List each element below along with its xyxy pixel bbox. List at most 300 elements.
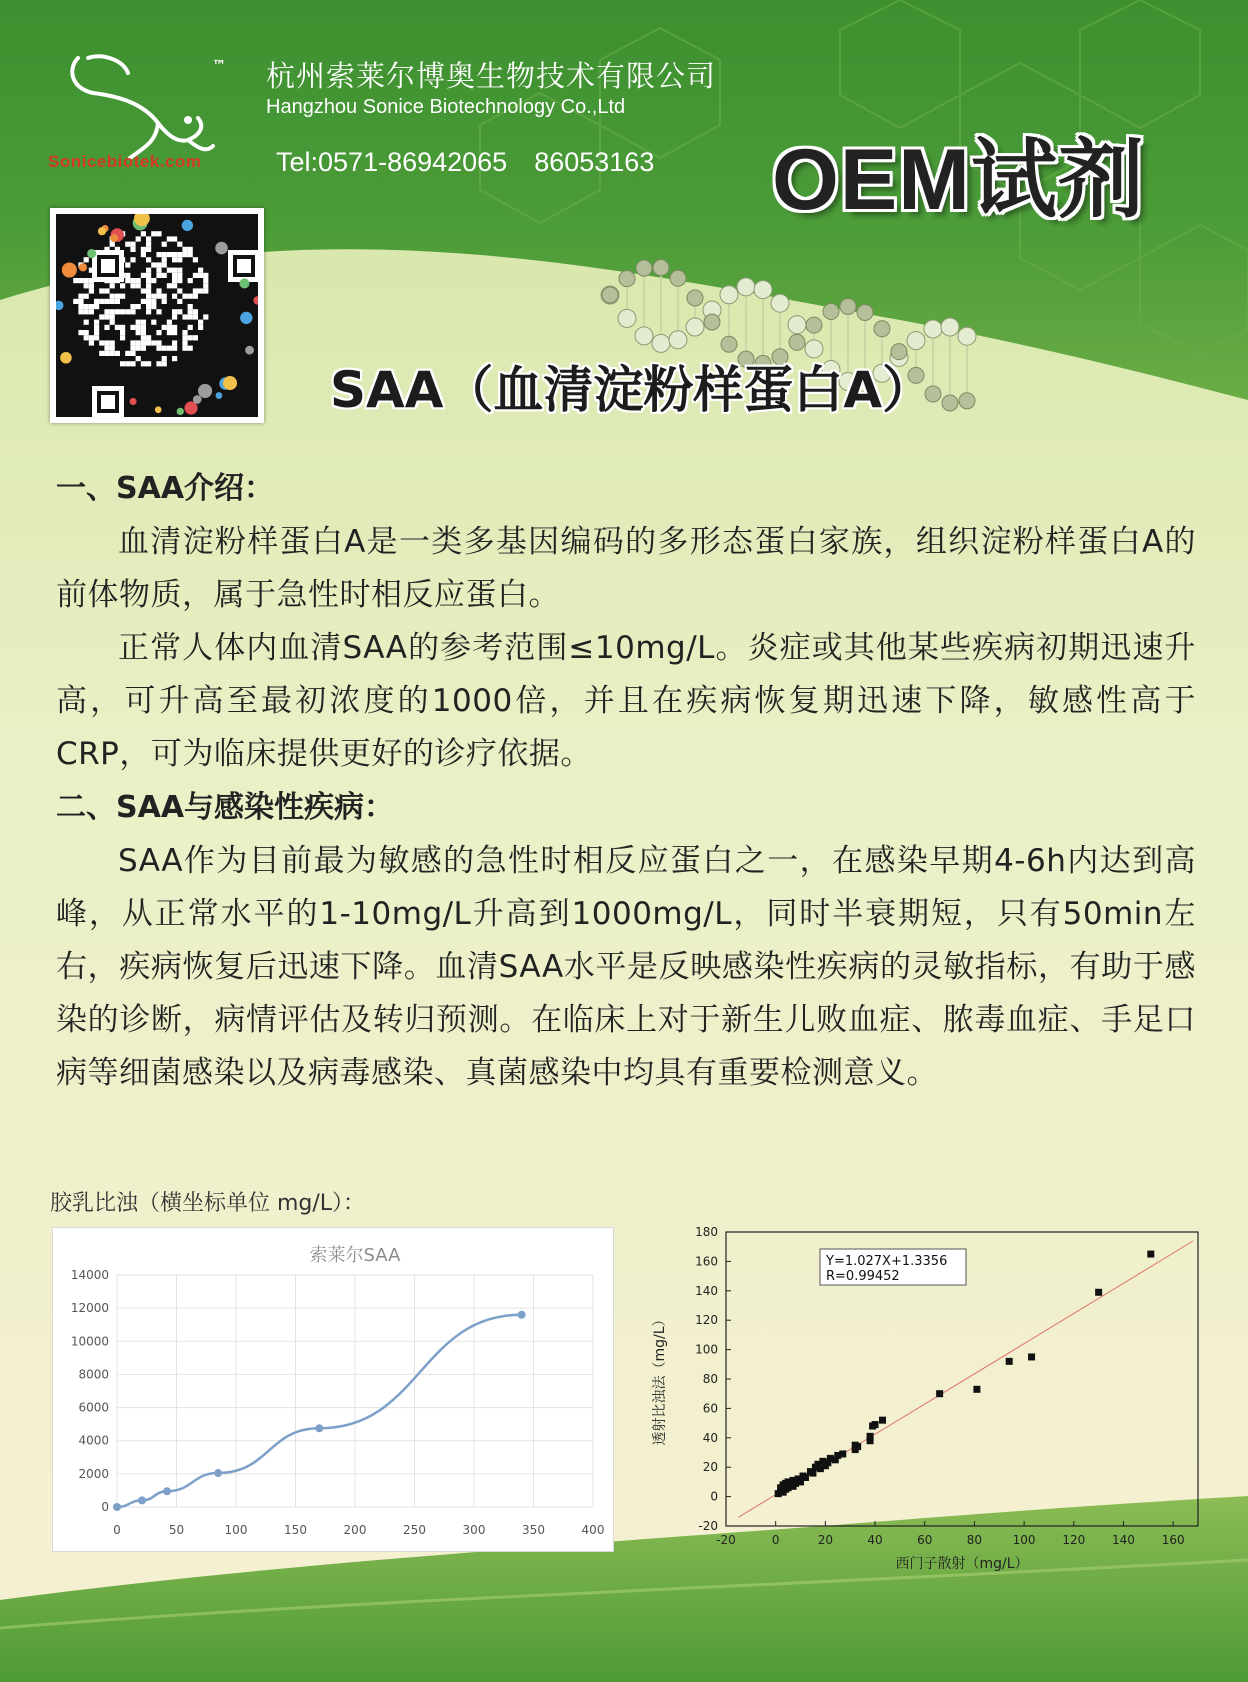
qr-dot — [240, 312, 252, 324]
qr-dot — [62, 262, 77, 277]
qr-module — [172, 283, 177, 288]
qr-module — [203, 288, 208, 293]
qr-module — [99, 288, 104, 293]
qr-module — [89, 304, 94, 309]
qr-dot — [60, 352, 72, 364]
y-tick-label: 140 — [695, 1283, 718, 1298]
y-tick-label: 10000 — [70, 1334, 109, 1349]
data-point — [1147, 1251, 1154, 1258]
qr-module — [94, 325, 99, 330]
qr-module — [84, 278, 89, 283]
paragraph: 正常人体内血清SAA的参考范围≤10mg/L。炎症或其他某些疾病初期迅速升高，可升高至最初浓度的1000倍，并且在疾病恢复期迅速下降，敏感性高于CRP，可为临床提供更好的诊疗依据。 — [56, 630, 1196, 772]
qr-module — [146, 340, 151, 345]
dna-bead — [737, 278, 755, 296]
x-tick-label: 20 — [817, 1533, 834, 1547]
x-tick-label: 0 — [113, 1523, 121, 1537]
qr-module — [182, 294, 187, 299]
x-tick-label: 400 — [581, 1523, 605, 1537]
qr-module — [188, 278, 193, 283]
x-tick-label: 0 — [771, 1533, 780, 1547]
data-point — [1006, 1358, 1013, 1365]
y-tick-label: 20 — [702, 1460, 718, 1475]
qr-module — [125, 361, 130, 366]
qr-module — [78, 304, 83, 309]
qr-module — [151, 340, 156, 345]
y-tick-label: 120 — [695, 1313, 718, 1328]
qr-module — [188, 314, 193, 319]
qr-module — [188, 294, 193, 299]
qr-finder — [101, 259, 115, 273]
section-heading: 二、SAA与感染性疾病： — [56, 790, 395, 825]
qr-module — [182, 330, 187, 335]
qr-module — [136, 236, 141, 241]
qr-module — [78, 278, 83, 283]
qr-module — [89, 309, 94, 314]
qr-module — [141, 231, 146, 236]
qr-module — [141, 325, 146, 330]
qr-module — [193, 314, 198, 319]
y-tick-label: 12000 — [70, 1301, 109, 1316]
qr-module — [130, 247, 135, 252]
qr-module — [188, 247, 193, 252]
qr-dot — [98, 227, 106, 235]
qr-module — [99, 314, 104, 319]
qr-module — [177, 273, 182, 278]
dna-bead — [788, 316, 806, 334]
qr-module — [182, 346, 187, 351]
qr-module — [167, 320, 172, 325]
company-name-cn: 杭州索莱尔博奥生物技术有限公司 — [266, 59, 717, 93]
qr-module — [136, 330, 141, 335]
scatter-chart-svg — [640, 1214, 1210, 1584]
qr-module — [193, 288, 198, 293]
qr-dot — [129, 398, 136, 405]
qr-module — [162, 242, 167, 247]
dna-bead — [687, 290, 703, 306]
data-point — [1028, 1353, 1035, 1360]
qr-module — [110, 242, 115, 247]
qr-code-icon — [56, 214, 258, 417]
qr-module — [120, 335, 125, 340]
qr-module — [198, 325, 203, 330]
qr-dot — [110, 234, 118, 242]
dna-bead — [958, 327, 976, 345]
qr-module — [203, 278, 208, 283]
qr-module — [177, 288, 182, 293]
qr-module — [167, 330, 172, 335]
qr-module — [156, 288, 161, 293]
qr-module — [151, 304, 156, 309]
qr-finder — [237, 259, 251, 273]
qr-module — [172, 325, 177, 330]
qr-module — [182, 314, 187, 319]
qr-module — [146, 283, 151, 288]
qr-module — [156, 340, 161, 345]
dna-bead — [857, 304, 873, 320]
qr-module — [110, 299, 115, 304]
qr-module — [156, 309, 161, 314]
qr-module — [146, 273, 151, 278]
x-axis-label: 西门子散射（mg/L） — [895, 1556, 1029, 1572]
qr-module — [156, 294, 161, 299]
qr-module — [94, 330, 99, 335]
qr-module — [167, 346, 172, 351]
data-point — [839, 1450, 846, 1457]
qr-module — [146, 257, 151, 262]
qr-module — [182, 252, 187, 257]
y-tick-label: 180 — [695, 1225, 718, 1239]
qr-module — [193, 257, 198, 262]
qr-module — [125, 278, 130, 283]
qr-module — [162, 356, 167, 361]
qr-module — [172, 268, 177, 273]
qr-module — [172, 257, 177, 262]
dna-bead — [619, 271, 635, 287]
qr-module — [130, 351, 135, 356]
dna-bead — [754, 281, 772, 299]
qr-module — [172, 278, 177, 283]
qr-module — [130, 242, 135, 247]
qr-module — [110, 309, 115, 314]
qr-module — [125, 309, 130, 314]
line-chart-svg — [53, 1228, 613, 1551]
x-tick-label: 250 — [403, 1523, 426, 1537]
dna-bead — [669, 331, 687, 349]
dna-bead — [618, 309, 636, 327]
x-tick-label: 160 — [1161, 1533, 1185, 1547]
qr-module — [162, 325, 167, 330]
qr-module — [110, 346, 115, 351]
qr-module — [167, 325, 172, 330]
qr-module — [141, 330, 146, 335]
qr-module — [156, 231, 161, 236]
qr-module — [193, 273, 198, 278]
qr-module — [151, 299, 156, 304]
qr-module — [177, 268, 182, 273]
qr-module — [177, 278, 182, 283]
chart-title: 索莱尔SAA — [309, 1245, 401, 1266]
qr-module — [94, 299, 99, 304]
qr-dot — [87, 249, 96, 258]
qr-module — [156, 252, 161, 257]
qr-module — [104, 314, 109, 319]
brand-url[interactable]: Sonicebiotek.com — [48, 152, 202, 171]
qr-module — [94, 320, 99, 325]
qr-module — [188, 304, 193, 309]
dna-bead — [704, 314, 720, 330]
data-point — [315, 1424, 323, 1432]
qr-module — [125, 351, 130, 356]
data-point — [518, 1311, 526, 1319]
qr-module — [136, 283, 141, 288]
qr-module — [110, 351, 115, 356]
qr-dot — [193, 395, 202, 404]
qr-module — [203, 314, 208, 319]
qr-module — [99, 299, 104, 304]
qr-module — [167, 268, 172, 273]
telephone: Tel:0571-86942065 86053163 — [276, 147, 655, 177]
x-tick-label: 150 — [284, 1523, 307, 1537]
qr-module — [172, 314, 177, 319]
oem-badge: OEM试剂 — [772, 132, 1145, 228]
qr-module — [130, 340, 135, 345]
qr-module — [172, 273, 177, 278]
qr-module — [141, 340, 146, 345]
y-tick-label: 0 — [710, 1489, 718, 1504]
qr-module — [198, 273, 203, 278]
qr-module — [146, 236, 151, 241]
qr-module — [156, 273, 161, 278]
qr-module — [172, 309, 177, 314]
qr-dot — [198, 384, 212, 398]
dna-bead — [941, 318, 959, 336]
qr-module — [146, 294, 151, 299]
qr-module — [146, 268, 151, 273]
qr-module — [125, 242, 130, 247]
qr-module — [120, 361, 125, 366]
qr-module — [156, 262, 161, 267]
y-tick-label: 160 — [695, 1254, 718, 1269]
qr-module — [89, 288, 94, 293]
qr-module — [104, 288, 109, 293]
page-title: SAA（血清淀粉样蛋白A） — [330, 361, 933, 419]
qr-dot — [79, 263, 87, 271]
trademark-symbol: ™ — [212, 58, 226, 74]
dna-bead — [653, 260, 669, 276]
qr-module — [172, 252, 177, 257]
qr-module — [146, 361, 151, 366]
y-tick-label: 2000 — [78, 1466, 109, 1481]
qr-module — [110, 320, 115, 325]
x-tick-label: 350 — [522, 1523, 545, 1537]
qr-module — [89, 340, 94, 345]
dna-bead — [602, 287, 618, 303]
qr-module — [172, 340, 177, 345]
qr-module — [188, 309, 193, 314]
qr-module — [110, 314, 115, 319]
qr-module — [130, 283, 135, 288]
section-intro — [56, 462, 1196, 1100]
dna-bead — [635, 327, 653, 345]
y-axis-label: 透射比浊法（mg/L） — [652, 1312, 668, 1446]
qr-module — [141, 335, 146, 340]
qr-module — [115, 325, 120, 330]
x-tick-label: 300 — [462, 1523, 486, 1537]
qr-module — [130, 304, 135, 309]
qr-module — [151, 294, 156, 299]
qr-module — [136, 325, 141, 330]
qr-module — [188, 335, 193, 340]
qr-module — [130, 278, 135, 283]
qr-module — [130, 309, 135, 314]
qr-module — [151, 278, 156, 283]
qr-module — [130, 346, 135, 351]
qr-module — [78, 294, 83, 299]
qr-module — [130, 361, 135, 366]
qr-module — [141, 346, 146, 351]
data-point — [163, 1487, 171, 1495]
data-point — [973, 1386, 980, 1393]
qr-module — [172, 330, 177, 335]
x-tick-label: 100 — [224, 1523, 248, 1537]
qr-module — [84, 294, 89, 299]
qr-module — [193, 309, 198, 314]
qr-module — [110, 340, 115, 345]
x-tick-label: 120 — [1062, 1533, 1086, 1547]
qr-module — [203, 273, 208, 278]
qr-module — [136, 346, 141, 351]
qr-module — [136, 320, 141, 325]
qr-module — [177, 257, 182, 262]
qr-module — [104, 325, 109, 330]
data-point — [214, 1469, 222, 1477]
dna-bead — [823, 304, 839, 320]
qr-module — [84, 304, 89, 309]
qr-module — [115, 299, 120, 304]
qr-module — [162, 299, 167, 304]
dna-bead — [806, 317, 822, 333]
x-tick-label: 40 — [867, 1533, 883, 1547]
qr-module — [141, 288, 146, 293]
series-line — [117, 1315, 522, 1507]
qr-module — [120, 294, 125, 299]
section-heading: 一、SAA介绍： — [56, 471, 275, 506]
qr-module — [78, 330, 83, 335]
qr-module — [172, 236, 177, 241]
qr-module — [151, 262, 156, 267]
y-tick-label: 4000 — [78, 1433, 109, 1448]
qr-module — [110, 283, 115, 288]
qr-module — [177, 252, 182, 257]
qr-module — [104, 309, 109, 314]
qr-module — [188, 325, 193, 330]
qr-module — [84, 335, 89, 340]
qr-module — [146, 247, 151, 252]
qr-module — [151, 231, 156, 236]
dna-bead — [771, 294, 789, 312]
qr-module — [104, 340, 109, 345]
y-tick-label: 0 — [101, 1500, 109, 1514]
dna-bead — [907, 332, 925, 350]
qr-module — [172, 294, 177, 299]
qr-module — [162, 252, 167, 257]
qr-module — [182, 335, 187, 340]
data-point — [113, 1503, 121, 1511]
dna-bead — [924, 320, 942, 338]
qr-module — [99, 340, 104, 345]
qr-module — [141, 320, 146, 325]
qr-module — [110, 294, 115, 299]
qr-module — [193, 335, 198, 340]
qr-module — [136, 278, 141, 283]
x-tick-label: 140 — [1112, 1533, 1135, 1547]
qr-module — [99, 351, 104, 356]
qr-dot — [239, 278, 249, 288]
qr-dot — [223, 376, 237, 390]
qr-dot — [245, 346, 254, 355]
qr-module — [84, 320, 89, 325]
qr-module — [130, 325, 135, 330]
qr-module — [104, 351, 109, 356]
qr-module — [136, 356, 141, 361]
dna-bead — [636, 260, 652, 276]
data-point — [936, 1390, 943, 1397]
data-point — [867, 1433, 874, 1440]
qr-module — [130, 257, 135, 262]
qr-module — [188, 346, 193, 351]
qr-module — [141, 299, 146, 304]
r-value: R=0.99452 — [826, 1269, 900, 1284]
qr-module — [146, 242, 151, 247]
qr-module — [151, 320, 156, 325]
y-tick-label: -20 — [698, 1519, 718, 1533]
qr-module — [104, 299, 109, 304]
dna-bead — [840, 298, 856, 314]
qr-module — [156, 268, 161, 273]
qr-module — [146, 304, 151, 309]
qr-dot — [215, 242, 228, 255]
y-tick-label: 100 — [695, 1342, 718, 1357]
data-point — [854, 1443, 861, 1450]
scatter-chart — [640, 1214, 1210, 1584]
qr-module — [78, 299, 83, 304]
data-point — [879, 1417, 886, 1424]
x-tick-label: 200 — [343, 1523, 367, 1537]
x-tick-label: 50 — [168, 1523, 185, 1537]
line-chart — [52, 1227, 614, 1552]
data-point — [138, 1496, 146, 1504]
qr-module — [182, 340, 187, 345]
y-tick-label: 8000 — [78, 1367, 109, 1382]
qr-module — [177, 309, 182, 314]
qr-module — [125, 273, 130, 278]
qr-dot — [216, 392, 223, 399]
qr-module — [162, 346, 167, 351]
y-tick-label: 60 — [702, 1401, 718, 1416]
qr-module — [94, 304, 99, 309]
qr-module — [146, 299, 151, 304]
qr-module — [120, 325, 125, 330]
company-name-en: Hangzhou Sonice Biotechnology Co.,Ltd — [266, 96, 626, 118]
qr-module — [167, 252, 172, 257]
qr-module — [162, 273, 167, 278]
qr-module — [172, 346, 177, 351]
qr-module — [146, 309, 151, 314]
qr-module — [89, 283, 94, 288]
qr-module — [141, 252, 146, 257]
qr-module — [162, 361, 167, 366]
qr-module — [84, 283, 89, 288]
qr-module — [162, 262, 167, 267]
data-point — [1095, 1289, 1102, 1296]
qr-module — [141, 361, 146, 366]
fit-equation: Y=1.027X+1.3356 — [826, 1254, 948, 1269]
y-tick-label: 80 — [702, 1372, 718, 1386]
qr-module — [182, 247, 187, 252]
qr-module — [120, 330, 125, 335]
y-tick-label: 14000 — [70, 1268, 109, 1282]
qr-module — [188, 252, 193, 257]
x-tick-label: 80 — [966, 1533, 983, 1547]
qr-module — [136, 340, 141, 345]
qr-module — [198, 288, 203, 293]
dna-bead — [720, 286, 738, 304]
qr-module — [156, 330, 161, 335]
qr-module — [141, 273, 146, 278]
qr-module — [89, 335, 94, 340]
qr-module — [84, 309, 89, 314]
qr-code[interactable] — [50, 208, 264, 423]
